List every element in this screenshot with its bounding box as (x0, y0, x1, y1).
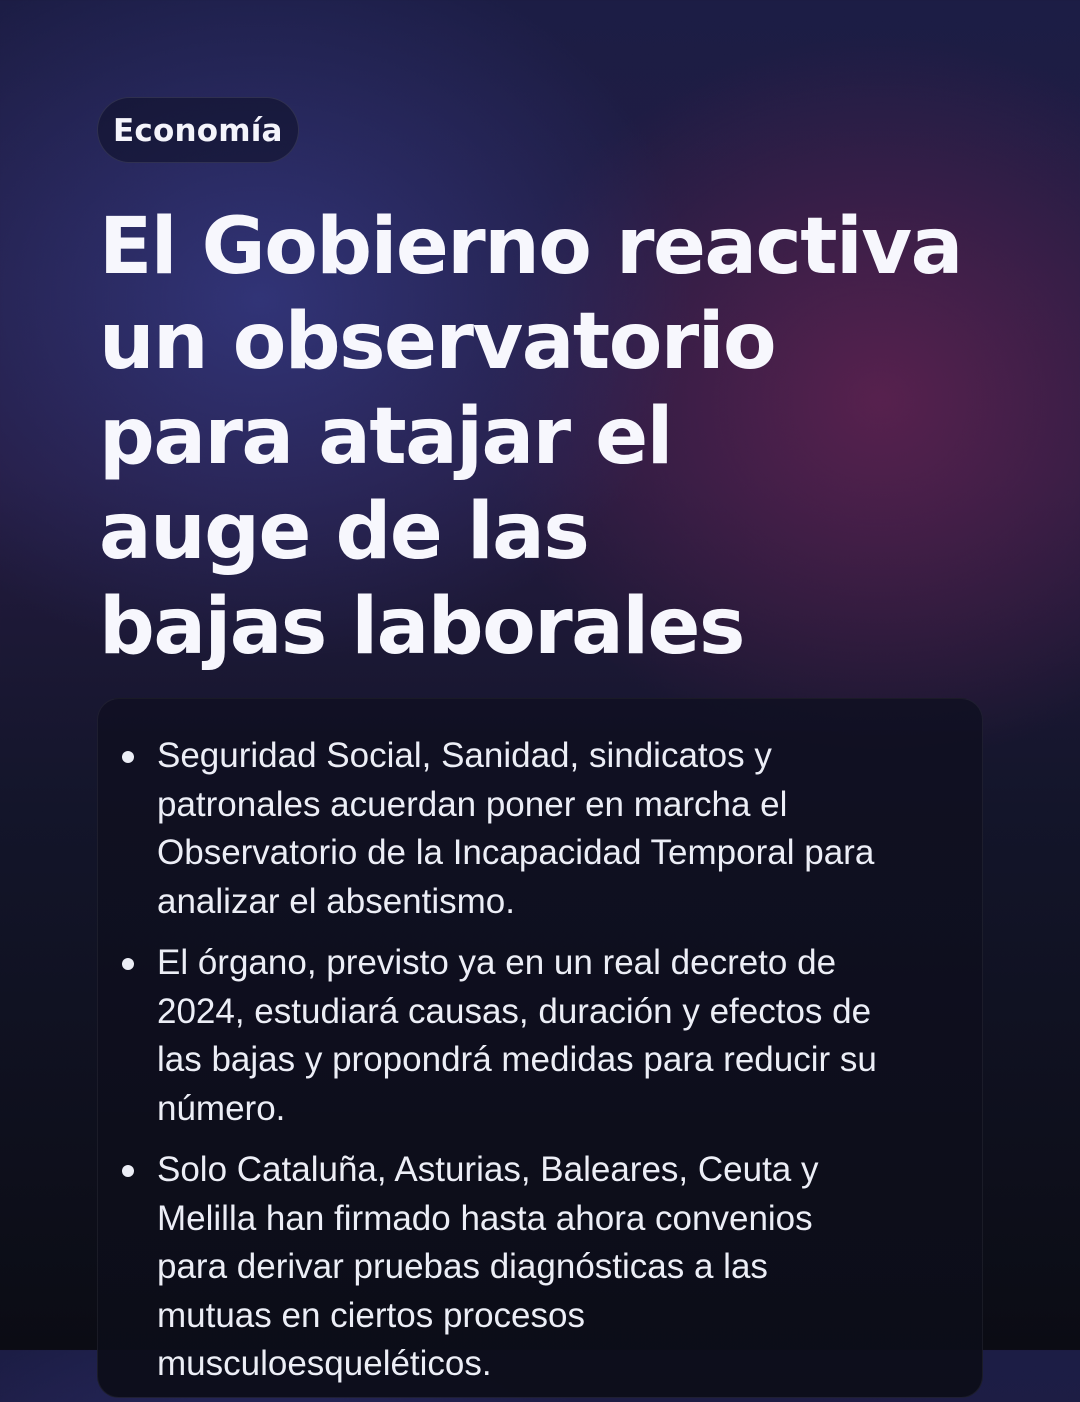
bullet-text-line: analizar el absentismo. (157, 881, 515, 921)
bullet-text-line: Seguridad Social, Sanidad, sindicatos y (157, 736, 772, 775)
summary-bullet (157, 939, 957, 1133)
headline-line: bajas laborales (99, 582, 744, 672)
bullet-text-line: patronales acuerdan poner en marcha el (157, 784, 788, 824)
bullet-text-line: musculoesqueléticos. (157, 1344, 492, 1383)
bullet-text-line: número. (157, 1088, 286, 1128)
bullet-dot-icon (122, 1165, 134, 1177)
summary-bullet (157, 732, 957, 926)
headline-line: un observatorio (99, 297, 776, 387)
bullet-dot-icon (122, 958, 134, 970)
headline-line: auge de las (99, 487, 589, 577)
bullet-text-line: El órgano, previsto ya en un real decreto de (157, 943, 837, 982)
bullet-text-line: para derivar pruebas diagnósticas a las (157, 1247, 768, 1286)
bullet-text-line: mutuas en ciertos procesos (157, 1295, 585, 1335)
summary-bullet-list (157, 732, 957, 1402)
headline-line: para atajar el (99, 392, 672, 482)
headline-line: El Gobierno reactiva (99, 202, 962, 292)
headline (99, 200, 999, 675)
bullet-dot-icon (122, 751, 134, 763)
category-tag[interactable]: Economía (97, 97, 299, 163)
bullet-text-line: Melilla han firmado hasta ahora convenios (157, 1198, 813, 1238)
bullet-text-line: las bajas y propondrá medidas para reducir su (157, 1040, 877, 1079)
bullet-text-line: 2024, estudiará causas, duración y efectos de (157, 991, 872, 1031)
summary-bullet (157, 1146, 957, 1389)
summary-card (97, 698, 983, 1398)
bullet-text-line: Observatorio de la Incapacidad Temporal para (157, 833, 875, 872)
bullet-text-line: Solo Cataluña, Asturias, Baleares, Ceuta y (157, 1150, 819, 1189)
